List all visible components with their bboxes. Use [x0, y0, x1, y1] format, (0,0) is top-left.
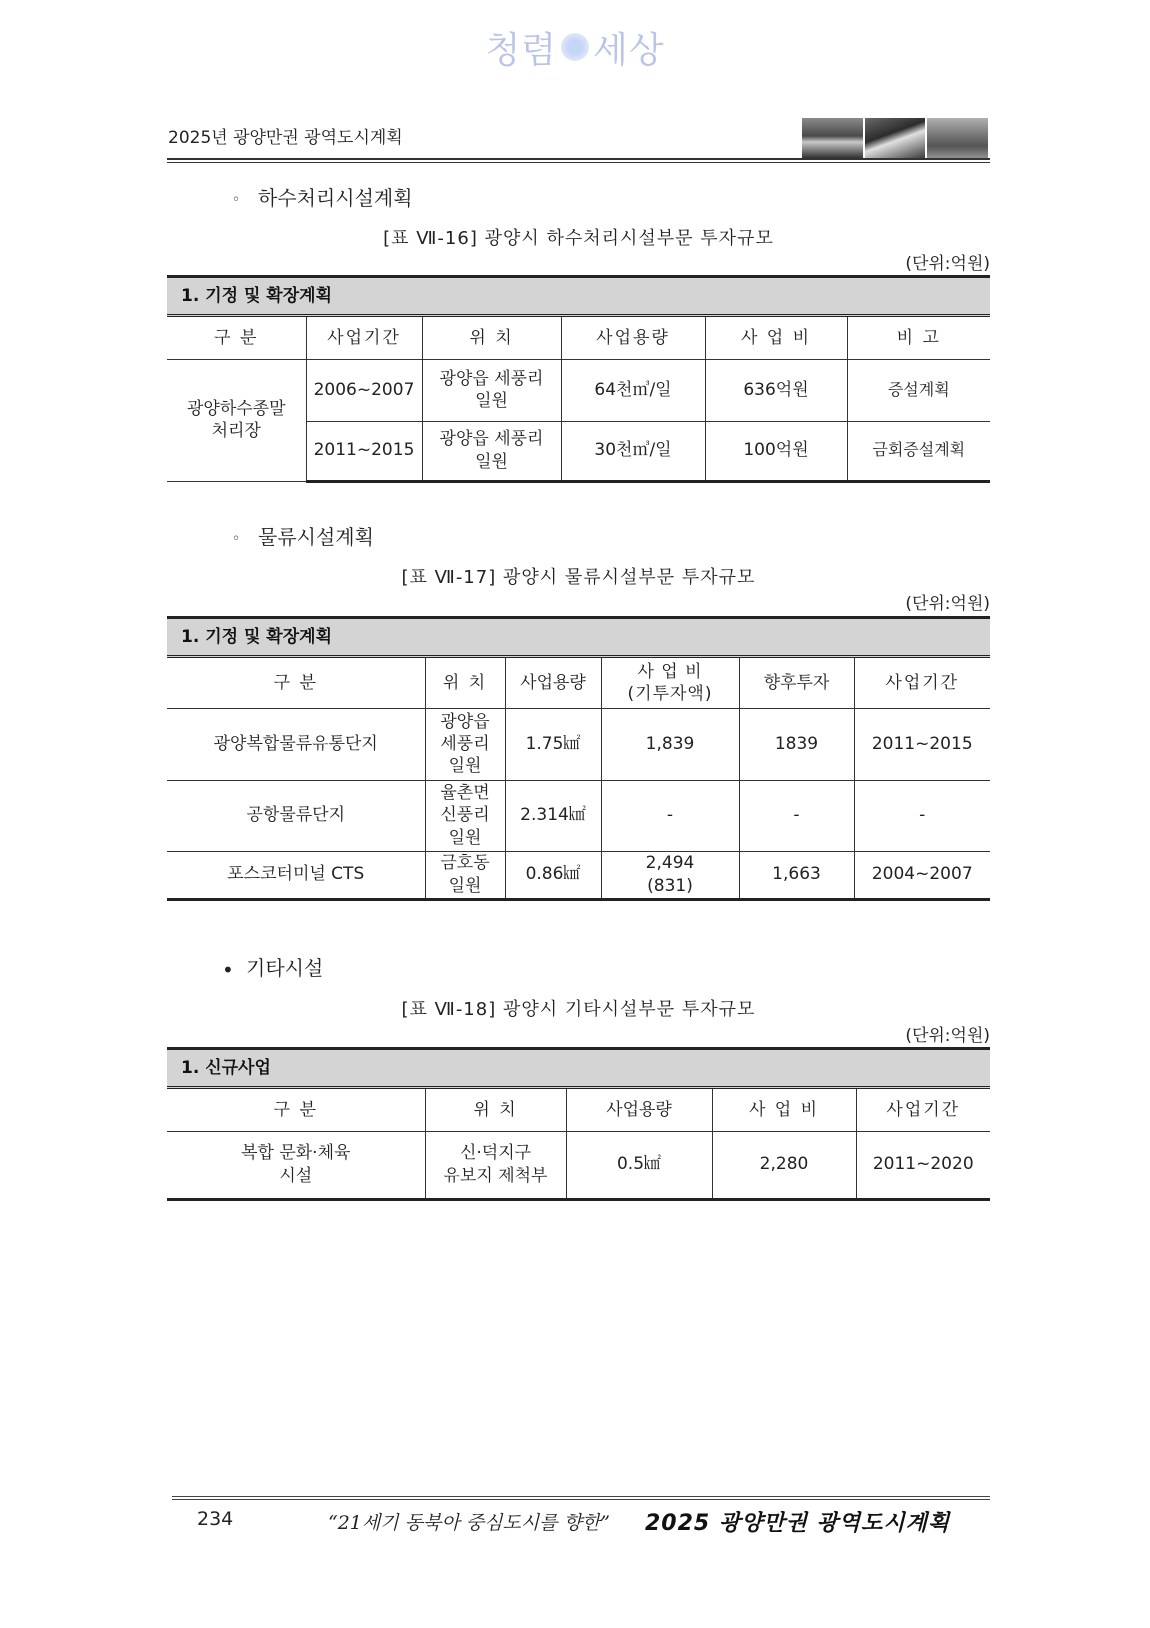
- column-header: 비 고: [847, 317, 990, 359]
- facility-name-cell: 광양복합물류유통단지: [167, 708, 425, 780]
- column-header: 사업기간: [306, 317, 422, 359]
- column-header: 사업기간: [854, 658, 990, 708]
- section-heading-text: 기타시설: [246, 956, 324, 980]
- table-row: [167, 780, 990, 851]
- bullet-icon: •: [222, 957, 234, 982]
- circle-bullet-icon: ◦: [232, 530, 241, 547]
- period-cell: -: [854, 780, 990, 851]
- column-header: 향후투자: [739, 658, 854, 708]
- unit-label: (단위:억원): [905, 594, 990, 614]
- capacity-cell: 2.314㎢: [505, 780, 601, 851]
- table-band-header: 1. 기정 및 확장계획: [167, 275, 990, 317]
- future-investment-cell: -: [739, 780, 854, 851]
- logo-text-left: 청렴: [485, 29, 557, 71]
- header-photo: [802, 118, 863, 158]
- circle-bullet-icon: ◦: [232, 191, 241, 208]
- table-band-header: 1. 기정 및 확장계획: [167, 616, 990, 658]
- column-header: 사업용량: [505, 658, 601, 708]
- footer-divider: [172, 1496, 990, 1500]
- table-caption: [표 Ⅶ-18] 광양시 기타시설부문 투자규모: [401, 999, 756, 1020]
- column-header: 사업용량: [566, 1089, 712, 1131]
- table-row: [167, 1131, 990, 1199]
- logo: [480, 22, 670, 72]
- capacity-cell: 64천㎥/일: [561, 359, 705, 421]
- logo-text-right: 세상: [593, 29, 665, 71]
- facility-name-cell: 포스코터미널 CTS: [167, 851, 425, 899]
- note-cell: 증설계획: [847, 359, 990, 421]
- capacity-cell: 0.5㎢: [566, 1131, 712, 1199]
- location-cell: 광양읍 세풍리 일원: [422, 359, 561, 421]
- location-cell: 율촌면 신풍리 일원: [425, 780, 505, 851]
- period-cell: 2011~2015: [306, 421, 422, 481]
- facility-name-cell: 광양하수종말 처리장: [167, 359, 306, 481]
- column-header: 위 치: [425, 1089, 566, 1131]
- section-heading-text: 물류시설계획: [258, 525, 374, 549]
- location-cell: 광양읍 세풍리 일원: [422, 421, 561, 481]
- header-photo: [865, 118, 926, 158]
- footer-tagline: “21세기 동북아 중심도시를 향한”: [328, 1512, 610, 1534]
- header-photo-strip: [802, 118, 988, 158]
- column-header: 사 업 비 (기투자액): [601, 658, 739, 708]
- location-cell: 금호동 일원: [425, 851, 505, 899]
- table-row: [167, 708, 990, 780]
- location-cell: 신·덕지구 유보지 제척부: [425, 1131, 566, 1199]
- table-caption: [표 Ⅶ-16] 광양시 하수처리시설부문 투자규모: [383, 228, 774, 249]
- cost-cell: 1,839: [601, 708, 739, 780]
- document-title: 2025년 광양만권 광역도시계획: [168, 128, 403, 148]
- capacity-cell: 30천㎥/일: [561, 421, 705, 481]
- other-facilities-investment-table: [167, 1047, 990, 1201]
- table-row: [167, 359, 990, 421]
- section-heading: [232, 521, 374, 550]
- facility-name-cell: 공항물류단지: [167, 780, 425, 851]
- period-cell: 2004~2007: [854, 851, 990, 899]
- column-header: 구 분: [167, 658, 425, 708]
- cost-cell: 2,280: [712, 1131, 856, 1199]
- future-investment-cell: 1839: [739, 708, 854, 780]
- page-number: 234: [197, 1508, 234, 1530]
- footer-title: 2025 광양만권 광역도시계획: [645, 1511, 951, 1536]
- column-header: 사 업 비: [712, 1089, 856, 1131]
- table-caption: [표 Ⅶ-17] 광양시 물류시설부문 투자규모: [401, 567, 756, 588]
- unit-label: (단위:억원): [905, 1026, 990, 1046]
- note-cell: 금회증설계획: [847, 421, 990, 481]
- location-cell: 광양읍 세풍리 일원: [425, 708, 505, 780]
- column-header: 위 치: [422, 317, 561, 359]
- section-heading-text: 하수처리시설계획: [258, 186, 413, 210]
- period-cell: 2011~2015: [854, 708, 990, 780]
- cost-cell: 636억원: [705, 359, 847, 421]
- column-header: 사업용량: [561, 317, 705, 359]
- cost-cell: 100억원: [705, 421, 847, 481]
- header-divider: [167, 158, 990, 163]
- column-header: 위 치: [425, 658, 505, 708]
- column-header: 사 업 비: [705, 317, 847, 359]
- column-header: 구 분: [167, 1089, 425, 1131]
- table-row: [167, 851, 990, 899]
- facility-name-cell: 복합 문화·체육 시설: [167, 1131, 425, 1199]
- header-photo: [927, 118, 988, 158]
- column-header: 사업기간: [856, 1089, 990, 1131]
- period-cell: 2011~2020: [856, 1131, 990, 1199]
- cost-cell: 2,494 (831): [601, 851, 739, 899]
- section-heading: [232, 182, 413, 211]
- period-cell: 2006~2007: [306, 359, 422, 421]
- capacity-cell: 0.86㎢: [505, 851, 601, 899]
- flower-icon: [561, 33, 589, 61]
- sewage-investment-table: [167, 275, 990, 483]
- section-heading: [222, 952, 323, 982]
- unit-label: (단위:억원): [905, 254, 990, 274]
- capacity-cell: 1.75㎢: [505, 708, 601, 780]
- cost-cell: -: [601, 780, 739, 851]
- column-header: 구 분: [167, 317, 306, 359]
- future-investment-cell: 1,663: [739, 851, 854, 899]
- logistics-investment-table: [167, 616, 990, 901]
- table-band-header: 1. 신규사업: [167, 1047, 990, 1089]
